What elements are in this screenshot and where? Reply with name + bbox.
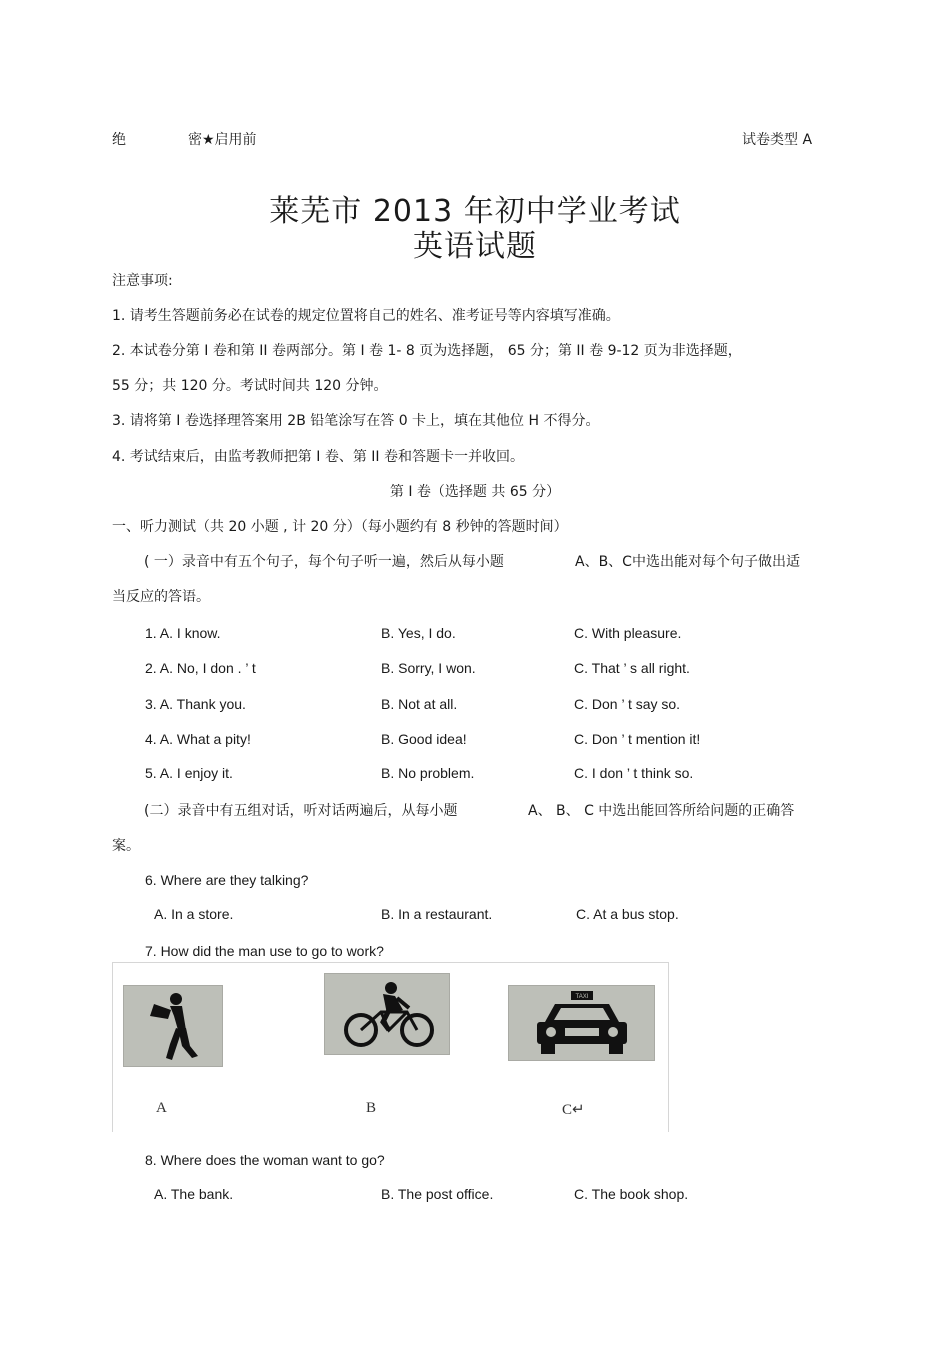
note-item: 4. 考试结束后，由监考教师把第 I 卷、第 II 卷和答题卡一并收回。 <box>112 449 524 465</box>
q7-label-b: B <box>366 1100 377 1116</box>
q8-option-c: C. The book shop. <box>574 1186 689 1202</box>
header-right: 试卷类型 A <box>742 132 813 148</box>
taxi-icon <box>509 986 654 1060</box>
walking-man-picture <box>123 985 223 1067</box>
part1-heading: 第 I 卷（选择题 共 65 分） <box>389 484 561 500</box>
walking-man-icon <box>124 986 222 1066</box>
q4-option-c: C. Don ’ t mention it! <box>574 731 701 747</box>
sub1-instruction-cont: A、B、C中选出能对每个句子做出适 <box>575 554 800 570</box>
section1-heading: 一、听力测试（共 20 小题 , 计 20 分）（每小题约有 8 秒钟的答题时间） <box>112 519 568 535</box>
q4-option-b: B. Good idea! <box>381 731 467 747</box>
q1-option-b: B. Yes, I do. <box>381 625 456 641</box>
sub1-instruction: ( 一）录音中有五个句子，每个句子听一遍，然后从每小题 <box>144 554 504 570</box>
note-item: 55 分；共 120 分。考试时间共 120 分钟。 <box>112 378 388 394</box>
note-item: 3. 请将第 I 卷选择理答案用 2B 铅笔涂写在答 0 卡上，填在其他位 H 不得分。 <box>112 413 600 429</box>
page-subtitle: 英语试题 <box>413 229 537 264</box>
q1-option-a: 1. A. I know. <box>145 625 221 641</box>
q7-stem: 7. How did the man use to go to work? <box>145 943 384 959</box>
bicycle-icon <box>325 974 449 1054</box>
q8-option-b: B. The post office. <box>381 1186 494 1202</box>
q3-option-c: C. Don ’ t say so. <box>574 696 681 712</box>
q1-option-c: C. With pleasure. <box>574 625 682 641</box>
q4-option-a: 4. A. What a pity! <box>145 731 251 747</box>
header-left-a: 绝 <box>112 132 126 148</box>
q3-option-b: B. Not at all. <box>381 696 458 712</box>
taxi-picture <box>508 985 655 1061</box>
q6-option-c: C. At a bus stop. <box>576 906 679 922</box>
q2-option-a: 2. A. No, I don . ’ t <box>145 660 256 676</box>
q5-option-c: C. I don ’ t think so. <box>574 765 694 781</box>
q5-option-a: 5. A. I enjoy it. <box>145 765 233 781</box>
note-item: 2. 本试卷分第 I 卷和第 II 卷两部分。第 I 卷 1- 8 页为选择题， 65 分；第 II 卷 9-12 页为非选择题， <box>112 343 742 359</box>
q2-option-b: B. Sorry, I won. <box>381 660 476 676</box>
q5-option-b: B. No problem. <box>381 765 475 781</box>
q7-label-c: C↵ <box>562 1102 585 1118</box>
q8-stem: 8. Where does the woman want to go? <box>145 1152 385 1168</box>
q8-option-a: A. The bank. <box>154 1186 234 1202</box>
header-left-b: 密★启用前 <box>188 132 257 148</box>
q6-stem: 6. Where are they talking? <box>145 872 309 888</box>
notes-heading: 注意事项: <box>112 273 173 289</box>
sub2-instruction: (二）录音中有五组对话，听对话两遍后，从每小题 <box>144 803 458 819</box>
q3-option-a: 3. A. Thank you. <box>145 696 246 712</box>
q7-label-a: A <box>156 1100 167 1116</box>
note-item: 1. 请考生答题前务必在试卷的规定位置将自己的姓名、准考证号等内容填写准确。 <box>112 308 620 324</box>
q6-option-a: A. In a store. <box>154 906 234 922</box>
page-title: 莱芜市 2013 年初中学业考试 <box>269 194 681 229</box>
cyclist-picture <box>324 973 450 1055</box>
sub1-instruction-end: 当反应的答语。 <box>112 589 210 605</box>
sub2-instruction-cont: A、 B、 C 中选出能回答所给问题的正确答 <box>528 803 795 819</box>
taxi-sign-text: TAXI <box>575 994 589 1000</box>
sub2-instruction-end: 案。 <box>112 838 140 854</box>
q6-option-b: B. In a restaurant. <box>381 906 493 922</box>
q2-option-c: C. That ’ s all right. <box>574 660 690 676</box>
